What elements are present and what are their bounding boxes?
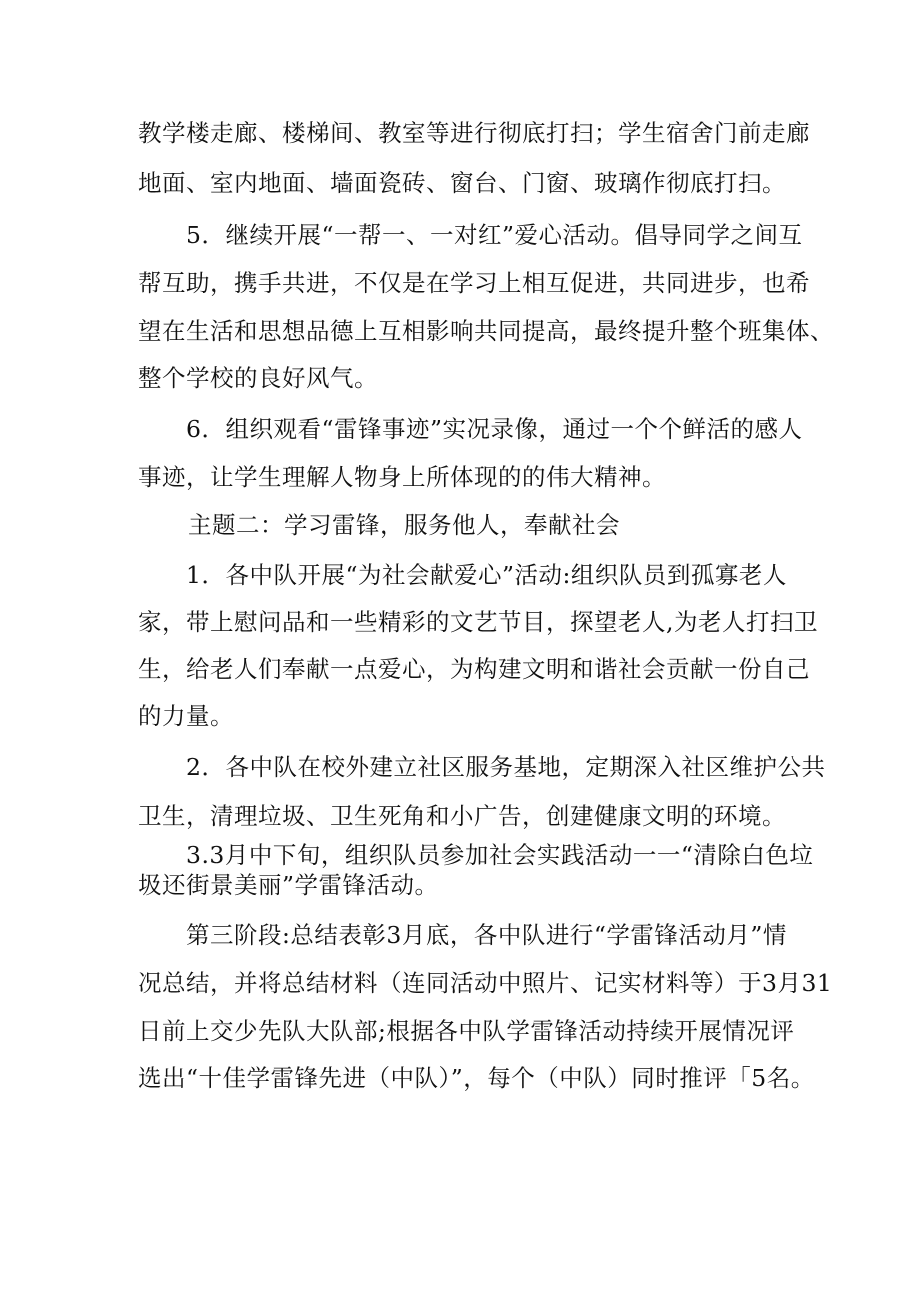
text-line: 事迹，让学生理解人物身上所体现的的伟大精神。 bbox=[138, 463, 666, 491]
text-line: 地面、室内地面、墙面瓷砖、窗台、门窗、玻璃作彻底打扫。 bbox=[138, 169, 786, 197]
text-line: 教学楼走廊、楼梯间、教室等进行彻底打扫；学生宿舍门前走廊 bbox=[138, 119, 810, 147]
text-line: 家，带上慰问品和一些精彩的文艺节目，探望老人,为老人打扫卫 bbox=[138, 608, 818, 636]
text-line: 6．组织观看“雷锋事迹”实况录像，通过一个个鲜活的感人 bbox=[186, 415, 803, 443]
text-line: 3.3月中下旬，组织队员参加社会实践活动一一“清除白色垃 bbox=[186, 841, 814, 869]
section-heading: 主题二：学习雷锋，服务他人，奉献社会 bbox=[188, 511, 620, 539]
text-line: 况总结，并将总结材料（连同活动中照片、记实材料等）于3月31 bbox=[138, 969, 833, 997]
text-line: 第三阶段:总结表彰3月底，各中队进行“学雷锋活动月”情 bbox=[186, 921, 787, 949]
text-line: 的力量。 bbox=[138, 702, 234, 730]
text-line: 生，给老人们奉献一点爱心，为构建文明和谐社会贡献一份自己 bbox=[138, 655, 810, 683]
text-line: 帮互助，携手共进，不仅是在学习上相互促进，共同进步，也希 bbox=[138, 269, 810, 297]
text-line: 望在生活和思想品德上互相影响共同提高，最终提升整个班集体、 bbox=[138, 317, 834, 345]
text-line: 1．各中队开展“为社会献爱心”活动:组织队员到孤寡老人 bbox=[186, 561, 787, 589]
text-line: 整个学校的良好风气。 bbox=[138, 364, 378, 392]
text-line: 5．继续开展“一帮一、一对红”爱心活动。倡导同学之间互 bbox=[186, 221, 803, 249]
text-line: 圾还街景美丽”学雷锋活动。 bbox=[138, 871, 439, 899]
text-line: 2．各中队在校外建立社区服务基地，定期深入社区维护公共 bbox=[186, 753, 826, 781]
text-line: 选出“十佳学雷锋先进（中队）”，每个（中队）同时推评「5名。 bbox=[138, 1064, 815, 1092]
text-line: 日前上交少先队大队部;根据各中队学雷锋活动持续开展情况评 bbox=[138, 1017, 795, 1045]
text-line: 卫生，清理垃圾、卫生死角和小广告，创建健康文明的环境。 bbox=[138, 802, 786, 830]
